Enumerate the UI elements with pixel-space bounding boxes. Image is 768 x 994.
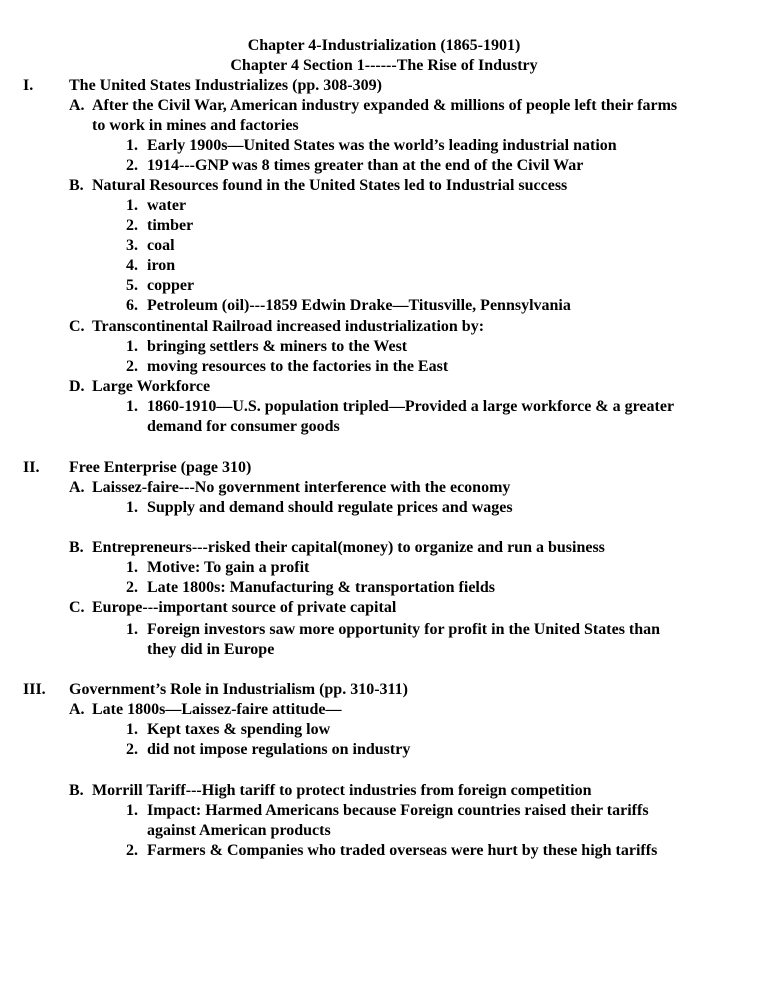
section-numeral: II.	[23, 459, 40, 476]
subitem-number: 1.	[126, 721, 138, 738]
subitem-text: Foreign investors saw more opportunity for profit in the United States than	[147, 621, 661, 638]
subitem-text: 1860-1910—U.S. population tripled—Provided a large workforce & a greater	[147, 398, 675, 415]
subitem-number: 1.	[126, 559, 138, 576]
item-text: Morrill Tariff---High tariff to protect industries from foreign competition	[92, 782, 592, 799]
subitem-text-cont: they did in Europe	[147, 641, 275, 658]
outline-subitem	[0, 578, 768, 598]
outline-subitem-continuation	[0, 417, 768, 437]
subitem-number: 1.	[126, 398, 138, 415]
outline-item	[0, 781, 768, 801]
item-letter: C.	[69, 599, 85, 616]
item-letter: D.	[69, 378, 85, 395]
subitem-text: Farmers & Companies who traded overseas were hurt by these high tariffs	[147, 842, 658, 859]
subitem-text: Supply and demand should regulate prices and wages	[147, 499, 513, 516]
outline-subitem	[0, 216, 768, 236]
item-text: Natural Resources found in the United States led to Industrial success	[92, 177, 568, 194]
outline-section-2	[0, 458, 768, 478]
subitem-number: 1.	[126, 338, 138, 355]
subitem-text: Petroleum (oil)---1859 Edwin Drake—Titusville, Pennsylvania	[147, 297, 571, 314]
subitem-number: 2.	[126, 579, 138, 596]
item-text: Late 1800s—Laissez-faire attitude—	[92, 701, 342, 718]
subitem-number: 6.	[126, 297, 138, 314]
subitem-number: 2.	[126, 358, 138, 375]
section-numeral: I.	[23, 77, 34, 94]
section-subtitle: Chapter 4 Section 1------The Rise of Industry	[230, 57, 538, 74]
outline-item	[0, 176, 768, 196]
subitem-text: Early 1900s—United States was the world’s leading industrial nation	[147, 137, 617, 154]
item-letter: C.	[69, 318, 85, 335]
outline-subitem	[0, 296, 768, 316]
subitem-number: 1.	[126, 621, 138, 638]
outline-item	[0, 538, 768, 558]
item-text: Laissez-faire---No government interference with the economy	[92, 479, 511, 496]
section-title: Government’s Role in Industrialism (pp. 310-311)	[69, 681, 408, 698]
subitem-text: iron	[147, 257, 176, 274]
item-letter: B.	[69, 177, 84, 194]
outline-item	[0, 317, 768, 337]
outline-subitem	[0, 620, 768, 640]
subitem-number: 4.	[126, 257, 138, 274]
outline-item	[0, 96, 768, 116]
item-text: After the Civil War, American industry expanded & millions of people left their farms	[92, 97, 678, 114]
subitem-text: bringing settlers & miners to the West	[147, 338, 408, 355]
subitem-text: Kept taxes & spending low	[147, 721, 331, 738]
item-text: Transcontinental Railroad increased industrialization by:	[92, 318, 485, 335]
subitem-number: 3.	[126, 237, 138, 254]
subitem-number: 1.	[126, 499, 138, 516]
outline-item	[0, 598, 768, 618]
outline-subitem	[0, 357, 768, 377]
outline-item-continuation	[0, 116, 768, 136]
outline-subitem-continuation	[0, 640, 768, 660]
subitem-number: 2.	[126, 842, 138, 859]
item-text: Entrepreneurs---risked their capital(money) to organize and run a business	[92, 539, 605, 556]
outline-subitem	[0, 276, 768, 296]
subitem-number: 2.	[126, 157, 138, 174]
subitem-text-cont: against American products	[147, 822, 331, 839]
item-letter: A.	[69, 97, 85, 114]
item-letter: B.	[69, 539, 84, 556]
outline-item	[0, 377, 768, 397]
subitem-text: moving resources to the factories in the East	[147, 358, 449, 375]
outline-subitem	[0, 740, 768, 760]
subitem-text: 1914---GNP was 8 times greater than at the end of the Civil War	[147, 157, 584, 174]
section-numeral: III.	[23, 681, 46, 698]
outline-subitem	[0, 397, 768, 417]
outline-item	[0, 478, 768, 498]
subitem-number: 5.	[126, 277, 138, 294]
item-text: Large Workforce	[92, 378, 211, 395]
section-title: The United States Industrializes (pp. 308-309)	[69, 77, 382, 94]
chapter-title: Chapter 4-Industrialization (1865-1901)	[247, 37, 521, 54]
subitem-number: 2.	[126, 217, 138, 234]
outline-subitem	[0, 498, 768, 518]
subitem-text: Late 1800s: Manufacturing & transportation fields	[147, 579, 495, 596]
outline-subitem	[0, 236, 768, 256]
subitem-text: Impact: Harmed Americans because Foreign countries raised their tariffs	[147, 802, 649, 819]
subitem-text: did not impose regulations on industry	[147, 741, 411, 758]
section-title: Free Enterprise (page 310)	[69, 459, 252, 476]
subitem-text: water	[147, 197, 187, 214]
subitem-text: Motive: To gain a profit	[147, 559, 310, 576]
outline-item	[0, 700, 768, 720]
subitem-number: 1.	[126, 802, 138, 819]
outline-subitem-continuation	[0, 821, 768, 841]
outline-subitem	[0, 156, 768, 176]
outline-subitem	[0, 136, 768, 156]
subitem-number: 2.	[126, 741, 138, 758]
subitem-text: copper	[147, 277, 195, 294]
subitem-number: 1.	[126, 197, 138, 214]
outline-subitem	[0, 801, 768, 821]
item-letter: B.	[69, 782, 84, 799]
outline-section-1	[0, 76, 768, 96]
outline-subitem	[0, 337, 768, 357]
item-letter: A.	[69, 701, 85, 718]
outline-subitem	[0, 841, 768, 861]
subitem-number: 1.	[126, 137, 138, 154]
outline-subitem	[0, 720, 768, 740]
item-text: Europe---important source of private capital	[92, 599, 397, 616]
subitem-text-cont: demand for consumer goods	[147, 418, 340, 435]
subitem-text: timber	[147, 217, 194, 234]
item-letter: A.	[69, 479, 85, 496]
outline-subitem	[0, 558, 768, 578]
outline-section-3	[0, 680, 768, 700]
subitem-text: coal	[147, 237, 175, 254]
outline-subitem	[0, 256, 768, 276]
item-text-cont: to work in mines and factories	[92, 117, 299, 134]
outline-subitem	[0, 196, 768, 216]
